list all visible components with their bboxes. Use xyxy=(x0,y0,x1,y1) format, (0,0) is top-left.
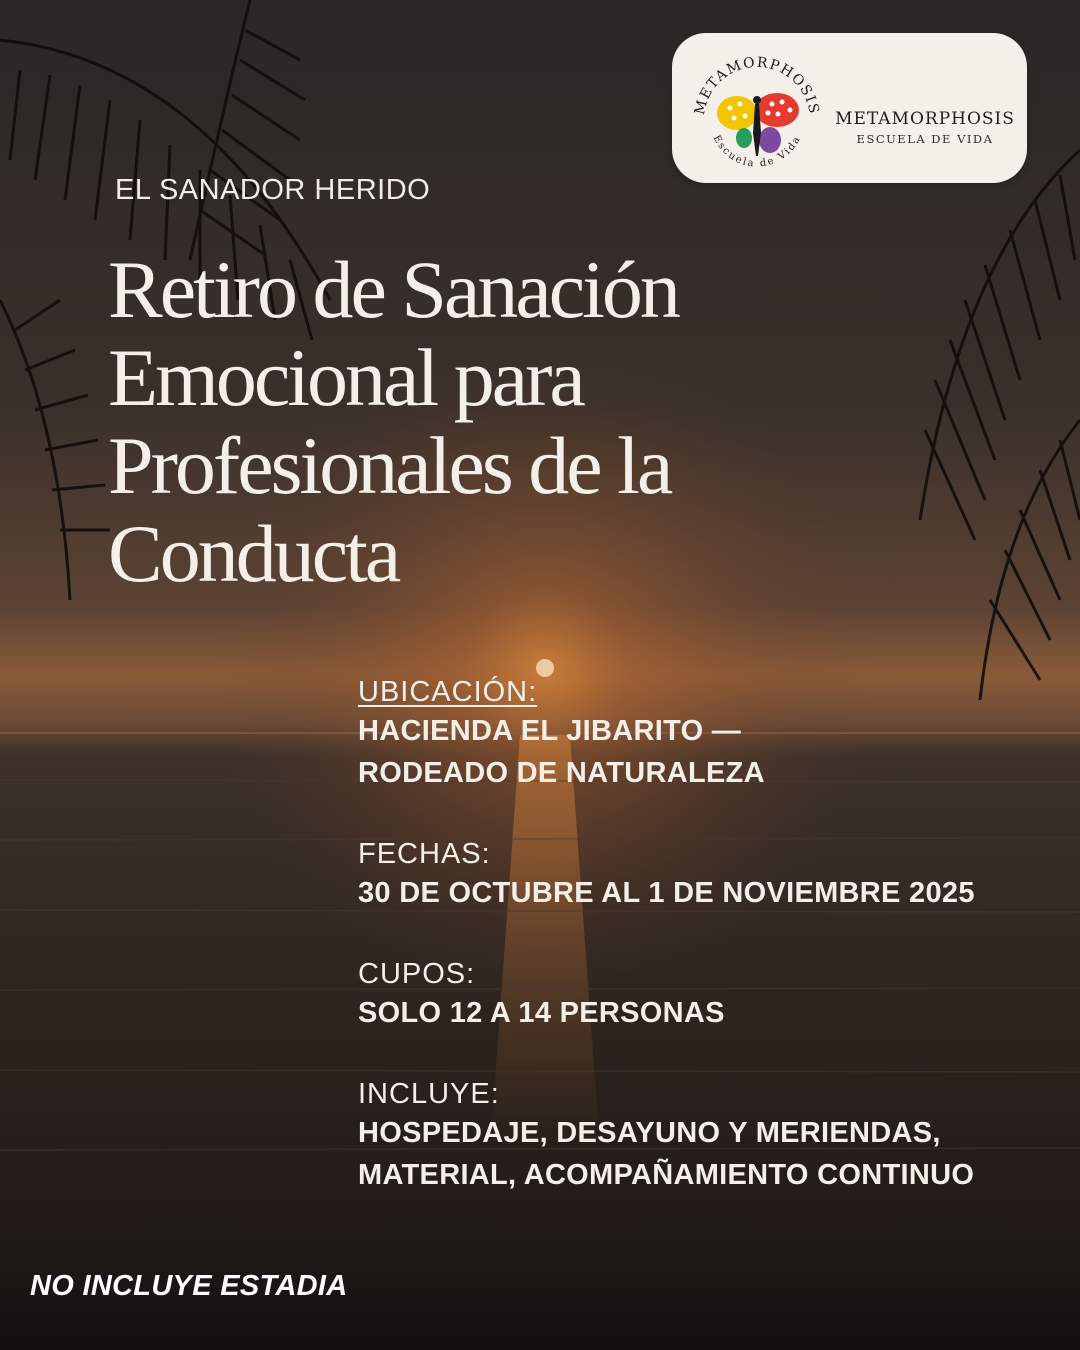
includes-line: HOSPEDAJE, DESAYUNO Y MERIENDAS, xyxy=(358,1117,941,1149)
title-line: Retiro de Sanación xyxy=(108,244,678,335)
title-line: Emocional para xyxy=(108,332,583,423)
title-line: Profesionales de la xyxy=(108,420,671,511)
svg-text:METAMORPHOSIS: METAMORPHOSIS xyxy=(691,54,822,117)
brand-name: METAMORPHOSIS xyxy=(835,109,1015,129)
footer-note: NO INCLUYE ESTADIA xyxy=(30,1270,348,1302)
brand-subtitle: ESCUELA DE VIDA xyxy=(856,132,994,146)
location-label: UBICACIÓN: xyxy=(358,676,538,708)
butterfly-logo-icon xyxy=(682,38,832,188)
includes-label: INCLUYE: xyxy=(358,1078,500,1110)
svg-text:Escuela de Vida: Escuela de Vida xyxy=(710,133,804,170)
event-title xyxy=(108,246,828,598)
title-line: Conducta xyxy=(108,508,399,599)
location-line: RODEADO DE NATURALEZA xyxy=(358,757,765,789)
event-kicker: EL SANADOR HERIDO xyxy=(115,174,431,206)
dates-label: FECHAS: xyxy=(358,838,491,870)
spots-label: CUPOS: xyxy=(358,958,476,990)
spots-value: SOLO 12 A 14 PERSONAS xyxy=(358,997,725,1029)
event-details xyxy=(358,674,1058,1238)
location-section xyxy=(358,674,1058,794)
brand-logo-card[interactable] xyxy=(672,33,1027,183)
spots-section xyxy=(358,956,1058,1034)
dates-section xyxy=(358,836,1058,914)
includes-section xyxy=(358,1076,1058,1196)
dates-value: 30 DE OCTUBRE AL 1 DE NOVIEMBRE 2025 xyxy=(358,877,975,909)
includes-line: MATERIAL, ACOMPAÑAMIENTO CONTINUO xyxy=(358,1159,975,1191)
location-line: HACIENDA EL JIBARITO — xyxy=(358,715,742,747)
